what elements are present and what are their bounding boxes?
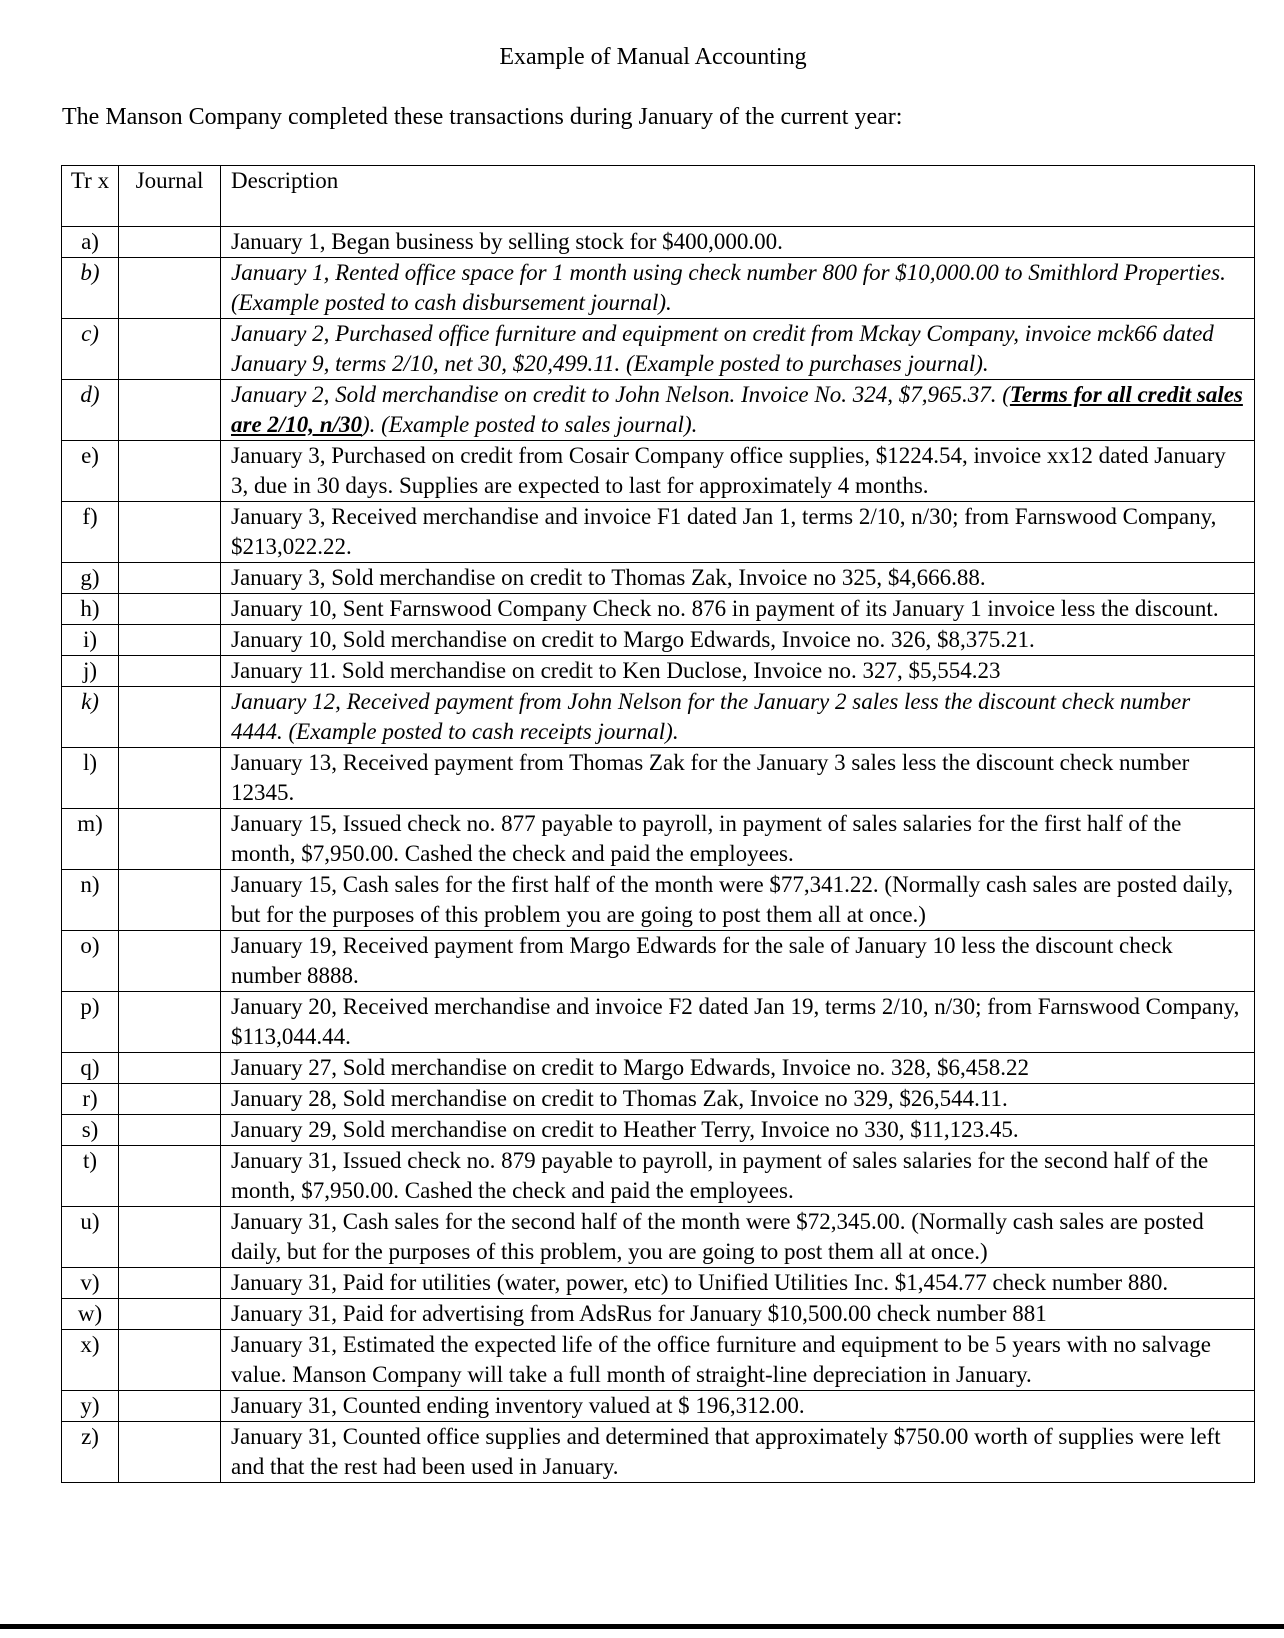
transaction-id: b): [62, 258, 119, 319]
description-cell: [221, 1146, 1255, 1207]
journal-cell: [119, 1084, 221, 1115]
transaction-id: f): [62, 502, 119, 563]
description-text: January 28, Sold merchandise on credit to Thomas Zak, Invoice no 329, $26,544.11.: [231, 1086, 1008, 1111]
description-cell: [221, 992, 1255, 1053]
table-row: [62, 594, 1255, 625]
table-row: [62, 380, 1255, 441]
table-row: [62, 502, 1255, 563]
page-title: Example of Manual Accounting: [499, 44, 807, 70]
description-text: January 10, Sent Farnswood Company Check no. 876 in payment of its January 1 invoice less the discount.: [231, 596, 1219, 621]
description-text: January 13, Received payment from Thomas Zak for the January 3 sales less the discount check number 12345.: [231, 750, 1190, 805]
transaction-id: g): [62, 563, 119, 594]
description-cell: [221, 1391, 1255, 1422]
journal-cell: [119, 227, 221, 258]
description-text: January 29, Sold merchandise on credit to Heather Terry, Invoice no 330, $11,123.45.: [231, 1117, 1019, 1142]
header-trx: Tr x: [62, 166, 119, 227]
description-cell: [221, 594, 1255, 625]
table-row: [62, 1391, 1255, 1422]
description-text: January 3, Sold merchandise on credit to Thomas Zak, Invoice no 325, $4,666.88.: [231, 565, 986, 590]
description-text: January 1, Rented office space for 1 month using check number 800 for $10,000.00 to Smithlord Properties.(Example posted to cash disbursement journal).: [231, 260, 1226, 315]
table-row: [62, 870, 1255, 931]
description-text: January 31, Issued check no. 879 payable to payroll, in payment of sales salaries for the second half of the month, $7,950.00. Cashed the check and paid the employees.: [231, 1148, 1209, 1203]
journal-cell: [119, 380, 221, 441]
description-cell: [221, 625, 1255, 656]
description-cell: [221, 1299, 1255, 1330]
description-cell: [221, 227, 1255, 258]
table-row: [62, 687, 1255, 748]
transaction-id: u): [62, 1207, 119, 1268]
description-cell: [221, 656, 1255, 687]
transaction-id: x): [62, 1330, 119, 1391]
transaction-id: v): [62, 1268, 119, 1299]
journal-cell: [119, 625, 221, 656]
description-cell: [221, 1053, 1255, 1084]
description-text: January 3, Purchased on credit from Cosair Company office supplies, $1224.54, invoice xx12 dated January 3, due in 30 days. Supplies are expected to last for approximately 4 months.: [231, 443, 1226, 498]
journal-cell: [119, 992, 221, 1053]
transaction-id: l): [62, 748, 119, 809]
table-body: [62, 227, 1255, 1483]
description-cell: [221, 1330, 1255, 1391]
table-row: [62, 1422, 1255, 1483]
transaction-id: w): [62, 1299, 119, 1330]
transactions-table: [61, 165, 1255, 1483]
journal-cell: [119, 1207, 221, 1268]
description-text: January 31, Paid for advertising from AdsRus for January $10,500.00 check number 881: [231, 1301, 1047, 1326]
table-row: [62, 1053, 1255, 1084]
journal-cell: [119, 1299, 221, 1330]
description-text: January 31, Counted ending inventory valued at $ 196,312.00.: [231, 1393, 805, 1418]
journal-cell: [119, 656, 221, 687]
description-text: January 11. Sold merchandise on credit to Ken Duclose, Invoice no. 327, $5,554.23: [231, 658, 1001, 683]
description-text: January 19, Received payment from Margo Edwards for the sale of January 10 less the discount check number 8888.: [231, 933, 1173, 988]
header-description: Description: [221, 166, 1255, 227]
credit-terms-note: Terms for all credit sales are 2/10, n/30: [231, 382, 1243, 437]
journal-cell: [119, 931, 221, 992]
transaction-id: j): [62, 656, 119, 687]
journal-cell: [119, 563, 221, 594]
description-cell: [221, 748, 1255, 809]
table-row: [62, 1268, 1255, 1299]
table-row: [62, 809, 1255, 870]
transaction-id: q): [62, 1053, 119, 1084]
journal-cell: [119, 748, 221, 809]
description-cell: [221, 258, 1255, 319]
description-cell: [221, 502, 1255, 563]
transaction-id: c): [62, 319, 119, 380]
transaction-id: a): [62, 227, 119, 258]
description-cell: [221, 563, 1255, 594]
description-cell: [221, 1115, 1255, 1146]
transaction-id: h): [62, 594, 119, 625]
table-row: [62, 625, 1255, 656]
journal-cell: [119, 441, 221, 502]
table-row: [62, 656, 1255, 687]
journal-cell: [119, 502, 221, 563]
description-cell: [221, 1084, 1255, 1115]
table-row: [62, 1146, 1255, 1207]
transaction-id: e): [62, 441, 119, 502]
journal-cell: [119, 1422, 221, 1483]
transaction-id: n): [62, 870, 119, 931]
description-cell: [221, 1422, 1255, 1483]
transaction-id: z): [62, 1422, 119, 1483]
table-row: [62, 1207, 1255, 1268]
description-text: January 1, Began business by selling stock for $400,000.00.: [231, 229, 783, 254]
transaction-id: p): [62, 992, 119, 1053]
description-cell: [221, 1207, 1255, 1268]
header-journal: Journal: [119, 166, 221, 227]
intro-paragraph: The Manson Company completed these transactions during January of the current year:: [62, 104, 903, 130]
table-row: [62, 227, 1255, 258]
description-cell: [221, 380, 1255, 441]
description-text: January 12, Received payment from John Nelson for the January 2 sales less the discount check number 4444. (Example posted to cash receipts journal).: [231, 689, 1191, 744]
transaction-id: d): [62, 380, 119, 441]
table-row: [62, 992, 1255, 1053]
description-text: January 31, Paid for utilities (water, power, etc) to Unified Utilities Inc. $1,454.77 check number 880.: [231, 1270, 1169, 1295]
table-row: [62, 441, 1255, 502]
description-cell: [221, 931, 1255, 992]
journal-cell: [119, 594, 221, 625]
table-row: [62, 1084, 1255, 1115]
transaction-id: y): [62, 1391, 119, 1422]
table-row: [62, 258, 1255, 319]
journal-cell: [119, 319, 221, 380]
journal-cell: [119, 1268, 221, 1299]
description-cell: [221, 441, 1255, 502]
journal-cell: [119, 870, 221, 931]
table-header-row: [62, 166, 1255, 227]
table-row: [62, 931, 1255, 992]
description-text: January 15, Cash sales for the first half of the month were $77,341.22. (Normally cash sales are posted daily, but for the purposes of this problem you are going to post them all at once.): [231, 872, 1233, 927]
description-text: January 20, Received merchandise and invoice F2 dated Jan 19, terms 2/10, n/30; from Farnswood Company, $113,044.44.: [231, 994, 1240, 1049]
description-cell: [221, 809, 1255, 870]
description-text: January 31, Estimated the expected life of the office furniture and equipment to be 5 years with no salvage value. Manson Company will take a full month of straight-line depreciation in January.: [231, 1332, 1211, 1387]
table-row: [62, 1115, 1255, 1146]
description-text-after: ). (Example posted to sales journal).: [361, 412, 698, 437]
transaction-id: s): [62, 1115, 119, 1146]
table-row: [62, 1330, 1255, 1391]
description-text: January 15, Issued check no. 877 payable to payroll, in payment of sales salaries for the first half of the month, $7,950.00. Cashed the check and paid the employees.: [231, 811, 1182, 866]
journal-cell: [119, 1053, 221, 1084]
transaction-id: m): [62, 809, 119, 870]
description-cell: [221, 1268, 1255, 1299]
journal-cell: [119, 1146, 221, 1207]
description-text: January 2, Sold merchandise on credit to John Nelson. Invoice No. 324, $7,965.37. (: [231, 382, 1010, 407]
table-row: [62, 748, 1255, 809]
description-cell: [221, 687, 1255, 748]
description-cell: [221, 319, 1255, 380]
transaction-id: o): [62, 931, 119, 992]
page-bottom-rule: [0, 1624, 1284, 1629]
transaction-id: i): [62, 625, 119, 656]
description-text: January 31, Counted office supplies and determined that approximately $750.00 worth of supplies were left and that the rest had been used in January.: [231, 1424, 1221, 1479]
journal-cell: [119, 687, 221, 748]
description-cell: [221, 870, 1255, 931]
journal-cell: [119, 1330, 221, 1391]
description-text: January 10, Sold merchandise on credit to Margo Edwards, Invoice no. 326, $8,375.21.: [231, 627, 1035, 652]
description-text: January 27, Sold merchandise on credit to Margo Edwards, Invoice no. 328, $6,458.22: [231, 1055, 1030, 1080]
journal-cell: [119, 1391, 221, 1422]
journal-cell: [119, 258, 221, 319]
transaction-id: t): [62, 1146, 119, 1207]
journal-cell: [119, 809, 221, 870]
table-row: [62, 319, 1255, 380]
transaction-id: k): [62, 687, 119, 748]
description-text: January 2, Purchased office furniture and equipment on credit from Mckay Company, invoice mck66 dated January 9, terms 2/10, net 30, $20,499.11. (Example posted to purchases journal).: [231, 321, 1214, 376]
transaction-id: r): [62, 1084, 119, 1115]
table-row: [62, 1299, 1255, 1330]
journal-cell: [119, 1115, 221, 1146]
table-row: [62, 563, 1255, 594]
description-text: January 31, Cash sales for the second half of the month were $72,345.00. (Normally cash sales are posted daily, but for the purposes of this problem, you are going to post them all at once.): [231, 1209, 1204, 1264]
description-text: January 3, Received merchandise and invoice F1 dated Jan 1, terms 2/10, n/30; from Farnswood Company, $213,022.22.: [231, 504, 1217, 559]
